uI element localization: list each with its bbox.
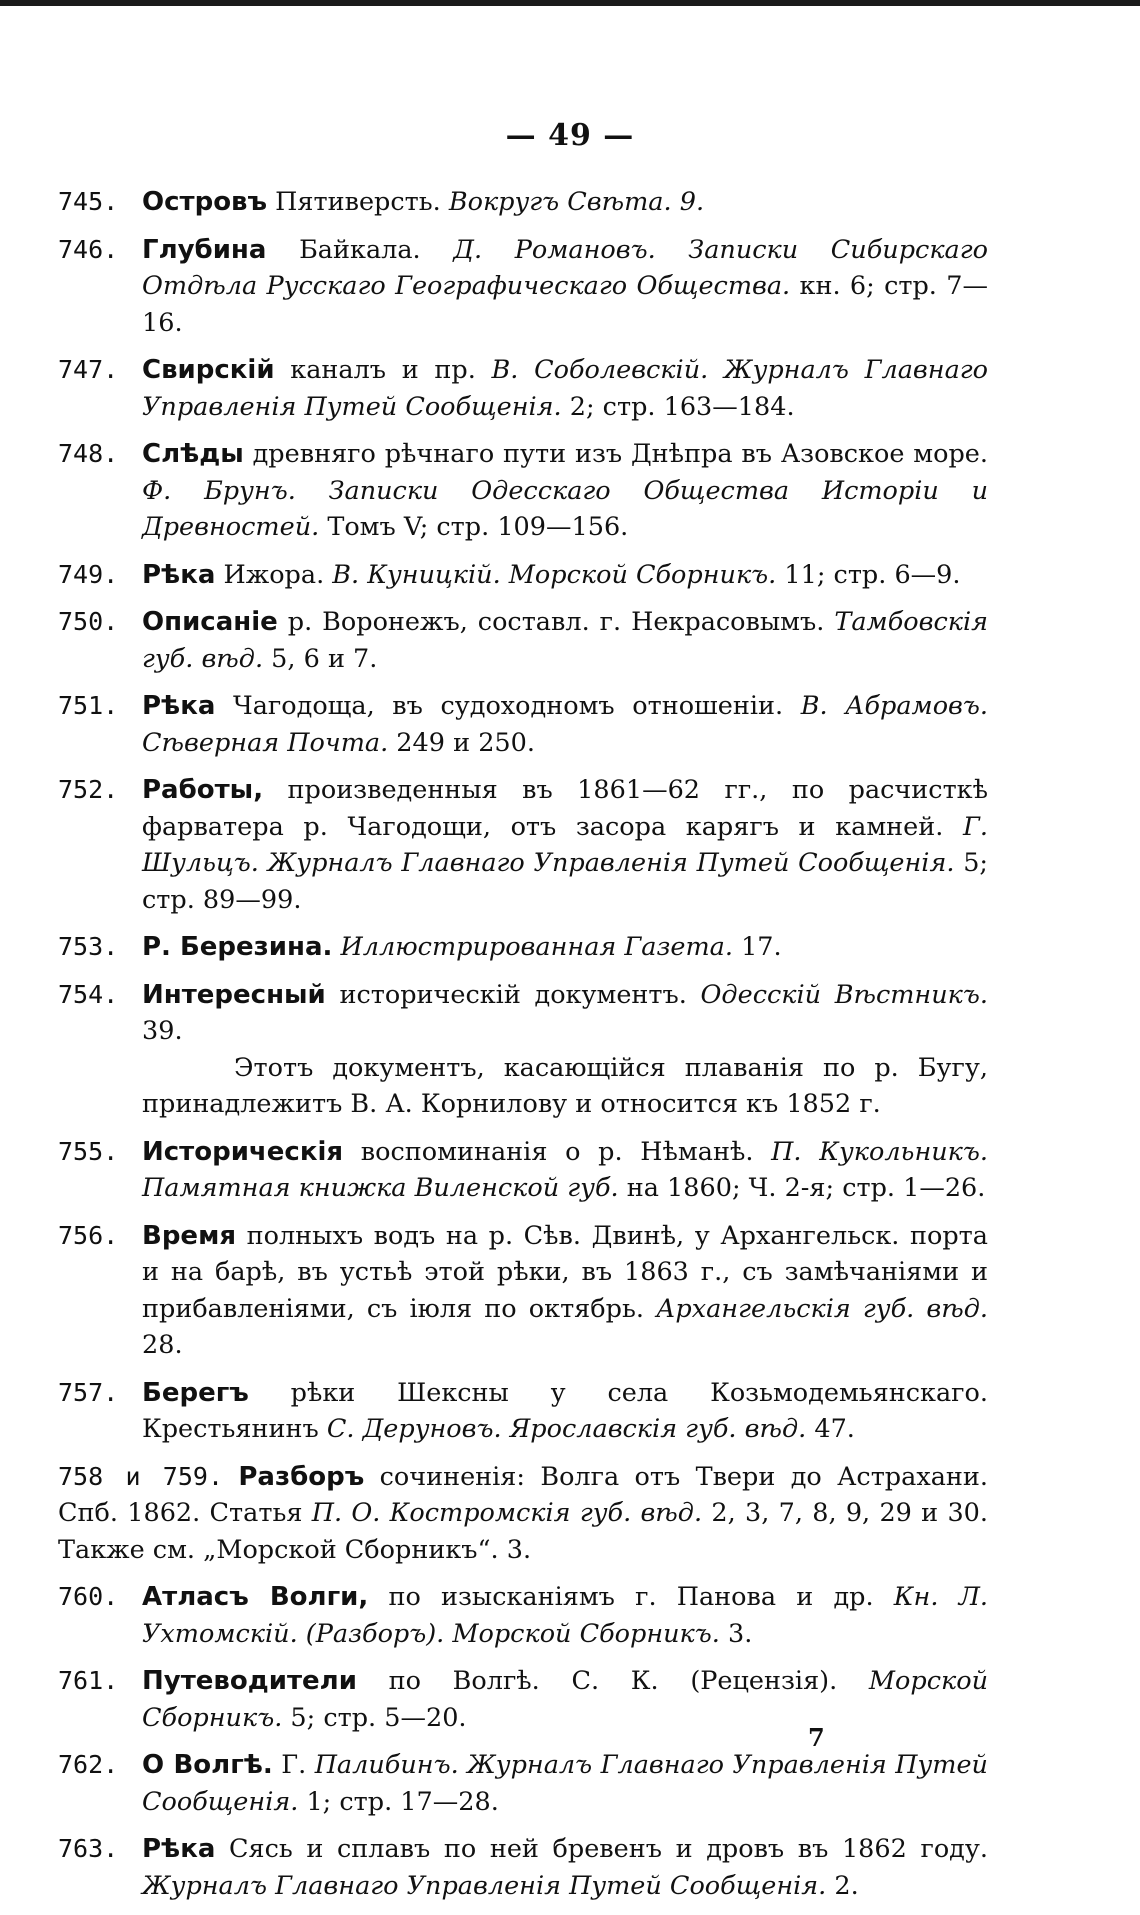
bibliography-entry-756: [58, 1218, 988, 1364]
entry-title: Островъ: [142, 187, 268, 217]
entry-source: Вокругъ Свѣта. 9.: [440, 187, 705, 217]
entry-title: Разборъ: [238, 1461, 365, 1492]
entry-title: Свирскій: [142, 355, 275, 385]
entry-source: В. Куницкій. Морской Сборникъ.: [324, 559, 777, 590]
page-number-header: — 49 —: [505, 118, 635, 153]
entry-text: Чагодоща, въ судоходномъ отношеніи.: [215, 691, 784, 721]
entry-text: по изысканіямъ г. Панова и др.: [368, 1582, 874, 1612]
entry-text: произведенныя въ 1861—62 гг., по расчисткѣ фарватера р. Чагодощи, отъ засора карягъ и камней.: [142, 775, 988, 842]
bibliography-entry-748: [58, 436, 988, 546]
bibliography-entry-752: [58, 772, 988, 918]
bibliography-entry-754: [58, 977, 988, 1123]
entry-text: по Волгѣ. С. К. (Рецензія).: [356, 1666, 838, 1696]
entry-number: 755.: [58, 1136, 119, 1166]
entry-number: 760.: [58, 1582, 119, 1611]
entry-text: воспоминанія о р. Нѣманѣ.: [343, 1136, 754, 1167]
entry-source: Архангельскія губ. вѣд.: [643, 1293, 989, 1324]
entry-reference: 2, 3, 7, 8, 9, 29 и 30. Также см. „Морской Сборникъ“. 3.: [58, 1498, 989, 1565]
entry-title: Берегъ: [142, 1377, 249, 1408]
entry-number: 749.: [58, 559, 119, 589]
entry-reference: 17.: [732, 932, 782, 962]
entry-number: 761.: [58, 1666, 119, 1695]
entry-number: 762.: [58, 1750, 119, 1779]
entry-title: Р. Березина.: [142, 932, 333, 962]
entry-source: В. Абрамовъ. Сѣверная Почта.: [142, 691, 988, 758]
entry-title: Глубина: [142, 234, 267, 265]
entry-source: Д. Романовъ. Записки Сибирскаго Отдѣла Русскаго Географическаго Общества.: [142, 234, 988, 301]
entry-number: 754.: [58, 979, 119, 1009]
entry-reference: 5; стр. 89—99.: [142, 848, 989, 915]
entry-title: Рѣка: [142, 559, 216, 590]
bibliography-entry-760: [58, 1579, 988, 1652]
entry-reference: на 1860; Ч. 2-я; стр. 1—26.: [618, 1173, 986, 1203]
entry-reference: 5, 6 и 7.: [263, 643, 378, 674]
entry-source: С. Деруновъ. Ярославскія губ. вѣд.: [318, 1414, 807, 1444]
bibliography-entry-746: [58, 232, 988, 342]
bibliography-list: [58, 184, 988, 1915]
entry-text: полныхъ водъ на р. Сѣв. Двинѣ, у Архангельск. порта и на барѣ, въ устьѣ этой рѣки, въ 1863 г., съ замѣчаніями и прибавленіями, съ іюля по октябрь.: [142, 1220, 988, 1324]
entry-reference: Томъ V; стр. 109—156.: [319, 512, 629, 542]
entry-reference: 249 и 250.: [388, 727, 535, 758]
entry-source: Журналъ Главнаго Управленія Путей Сообщенія.: [142, 1870, 827, 1901]
bibliography-entry-761: [58, 1663, 988, 1736]
bibliography-entry-751: [58, 688, 988, 761]
bibliography-entry-757: [58, 1375, 988, 1448]
entry-title: Рѣка: [142, 691, 216, 721]
entry-number: 746.: [58, 234, 119, 264]
entry-title: Время: [142, 1220, 237, 1251]
entry-text: рѣки Шексны у села Козьмодемьянскаго. Крестьянинъ: [142, 1377, 988, 1444]
entry-number: 756.: [58, 1220, 119, 1250]
entry-number: 747.: [58, 355, 119, 384]
entry-number: 758 и 759.: [58, 1461, 223, 1491]
entry-number: 745.: [58, 187, 119, 216]
entry-title: Интересный: [142, 979, 326, 1010]
entry-text: Сясь и сплавъ по ней бревенъ и дровъ въ 1862 году.: [215, 1834, 988, 1864]
entry-title: Историческія: [142, 1136, 344, 1167]
entry-title: Атласъ Волги,: [142, 1582, 369, 1612]
entry-number: 752.: [58, 775, 119, 804]
entry-source: Морской Сборникъ.: [142, 1666, 988, 1733]
entry-source: П. Кукольникъ. Памятная книжка Виленской губ.: [142, 1136, 988, 1203]
entry-note: Этотъ документъ, касающійся плаванія по р. Бугу, принадлежитъ В. А. Корнилову и относится къ 1852 г.: [142, 1052, 988, 1119]
entry-text: р. Воронежъ, составл. г. Некрасовымъ.: [277, 607, 825, 637]
entry-title: Работы,: [142, 775, 264, 805]
entry-title: Слѣды: [142, 439, 244, 469]
entry-number: 751.: [58, 691, 119, 720]
entry-text: историческій документъ.: [325, 979, 687, 1010]
entry-source: Г. Шульцъ. Журналъ Главнаго Управленія Путей Сообщенія.: [142, 811, 988, 878]
entry-source: Иллюстрированная Газета.: [332, 932, 733, 962]
entry-text: Г.: [272, 1750, 307, 1780]
entry-number: 750.: [58, 607, 119, 636]
entry-title: Путеводители: [142, 1666, 357, 1696]
entry-number: 748.: [58, 439, 119, 468]
bibliography-entry-763: [58, 1831, 988, 1904]
entry-source: П. О. Костромскія губ. вѣд.: [302, 1498, 703, 1528]
entry-title: О Волгѣ.: [142, 1750, 273, 1780]
entry-source: Кн. Л. Ухтомскій. (Разборъ). Морской Сборникъ.: [142, 1582, 989, 1649]
entry-number: 753.: [58, 932, 119, 961]
entry-source: Одесскій Вѣстникъ.: [686, 979, 988, 1010]
entry-text: каналъ и пр.: [274, 355, 476, 385]
bibliography-entry-758-759: [58, 1459, 988, 1569]
entry-reference: 2.: [826, 1870, 859, 1901]
entry-reference: 2; стр. 163—184.: [561, 391, 795, 422]
bibliography-entry-750: [58, 604, 988, 677]
entry-title: Рѣка: [142, 1834, 216, 1864]
entry-source: Палибинъ. Журналъ Главнаго Управленія Путей Сообщенія.: [142, 1750, 988, 1817]
bibliography-entry-749: [58, 557, 988, 594]
entry-text: древняго рѣчнаго пути изъ Днѣпра въ Азовское море.: [243, 439, 988, 469]
bibliography-entry-762: [58, 1747, 988, 1820]
bibliography-entry-755: [58, 1134, 988, 1207]
entry-reference: 5; стр. 5—20.: [282, 1702, 467, 1733]
entry-reference: 47.: [806, 1414, 855, 1444]
bibliography-entry-745: [58, 184, 988, 221]
entry-reference: 39.: [142, 1016, 183, 1046]
printer-signature-mark: 7: [808, 1723, 825, 1752]
entry-reference: 11; стр. 6—9.: [776, 559, 961, 590]
entry-source: Тамбовскія губ. вѣд.: [142, 607, 989, 674]
entry-reference: 3.: [719, 1618, 753, 1649]
entry-source: В. Соболевскій. Журналъ Главнаго Управленія Путей Сообщенія.: [142, 355, 989, 422]
entry-reference: 1; стр. 17—28.: [298, 1786, 499, 1817]
entry-source: Ф. Брунъ. Записки Одесскаго Общества Исторіи и Древностей.: [142, 475, 988, 542]
top-border-rule: [0, 0, 1140, 6]
entry-text: Ижора.: [215, 559, 325, 590]
entry-number: 763.: [58, 1834, 119, 1863]
entry-text: сочиненія: Волга отъ Твери до Астрахани. Спб. 1862. Статья: [58, 1461, 989, 1528]
entry-title: Описаніе: [142, 607, 278, 637]
entry-text: Пятиверсть.: [267, 187, 441, 217]
entry-text: Байкала.: [266, 234, 421, 265]
entry-reference: кн. 6; стр. 7—16.: [142, 271, 988, 338]
bibliography-entry-753: [58, 929, 988, 966]
bibliography-entry-747: [58, 352, 988, 425]
entry-reference: 28.: [142, 1330, 183, 1360]
entry-number: 757.: [58, 1377, 119, 1407]
